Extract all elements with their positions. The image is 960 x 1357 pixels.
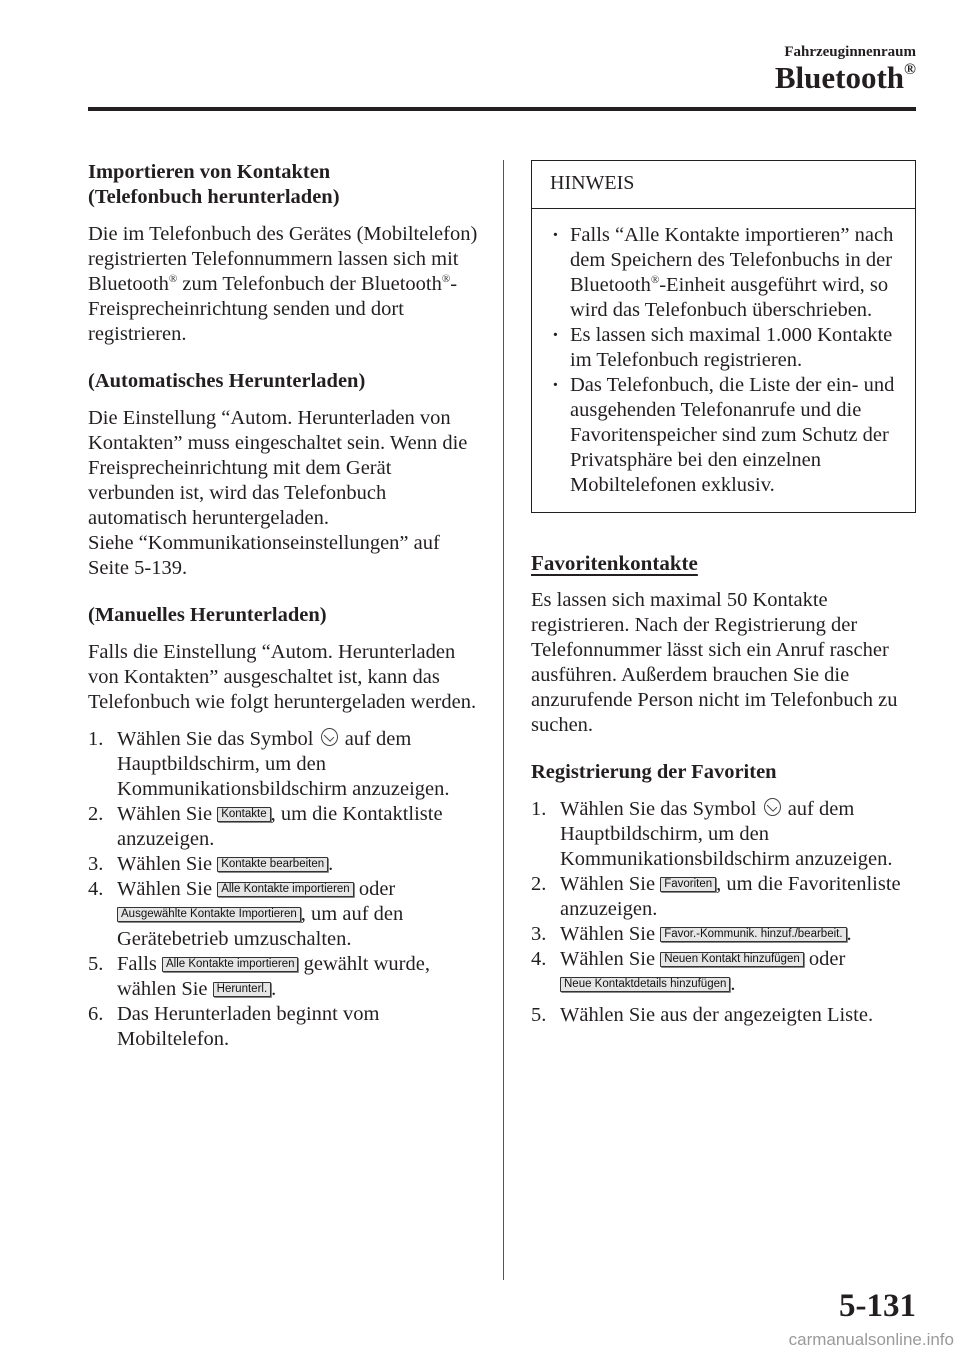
list-item: [88, 852, 478, 877]
note-text: -Einheit ausgeführt wird, so wird das Telefonbuch überschrieben.: [570, 274, 889, 321]
import-heading-line1: Importieren von Kontakten: [88, 161, 331, 183]
list-item: [88, 877, 478, 952]
step-text: , um auf den Gerätebetrieb umzuschalten.: [117, 903, 404, 950]
note-body: [532, 209, 915, 512]
left-column: [88, 160, 478, 1052]
note-text: Falls “Alle Kontakte importieren” nach dem Speichern des Telefonbuchs in der Bluetooth: [570, 224, 894, 296]
page-number: 5-131: [839, 1288, 916, 1324]
intro-part-a: Die im Telefonbuch des Gerätes (Mobiltelefon) registrierten Telefonnummern lassen sich mit Bluetooth: [88, 223, 478, 295]
step-text: Wählen Sie das Symbol: [560, 798, 762, 820]
note-box: [531, 160, 916, 513]
alle-kontakte-importieren-button-label: Alle Kontakte importieren: [162, 957, 298, 972]
phone-icon: [321, 728, 338, 746]
registered-mark: ®: [650, 274, 660, 286]
header-title-text: Bluetooth: [774, 60, 905, 95]
step-number: 3.: [88, 853, 104, 875]
list-item: · Es lassen sich maximal 1.000 Kontakte im Telefonbuch registrieren.: [548, 323, 897, 373]
step-number: 5.: [531, 1004, 547, 1026]
alle-kontakte-importieren-button-label: Alle Kontakte importieren: [217, 882, 353, 897]
registered-mark: ®: [168, 273, 178, 285]
phone-icon: [764, 798, 781, 816]
step-text: Wählen Sie: [117, 803, 218, 825]
step-text: .: [846, 923, 852, 945]
auto-text: Die Einstellung “Autom. Herunterladen von Kontakten” muss eingeschaltet sein. Wenn die Freisprecheinrichtung mit dem Gerät verbunden ist, wird das Telefonbuch automatisch heruntergeladen.: [88, 407, 468, 529]
step-text: Wählen Sie: [560, 873, 661, 895]
step-text: .: [328, 853, 334, 875]
watermark: carmanualsonline.info: [788, 1330, 954, 1349]
favorites-text: Es lassen sich maximal 50 Kontakte registrieren. Nach der Registrierung der Telefonnummer lässt sich ein Anruf rascher ausführen. Außerdem brauchen Sie die anzurufende Person nicht im Telefonbuch zu suchen.: [531, 589, 898, 736]
herunterladen-button-label: Herunterl.: [213, 982, 272, 997]
step-text: , um die Kontaktliste anzuzeigen.: [117, 803, 443, 850]
list-item: [88, 952, 478, 1002]
neuen-kontakt-button-label: Neuen Kontakt hinzufügen: [660, 952, 804, 967]
right-column: [531, 160, 916, 1028]
list-item: [88, 802, 478, 852]
ausgewaehlte-kontakte-button-label: Ausgewählte Kontakte Importieren: [117, 907, 301, 922]
step-number: 5.: [88, 953, 104, 975]
step-text: , um die Favoritenliste anzuzeigen.: [560, 873, 901, 920]
import-heading-line2: (Telefonbuch herunterladen): [88, 186, 340, 208]
favorites-heading: Favoritenkontakte: [531, 551, 698, 575]
step-number: 4.: [531, 948, 547, 970]
list-item: [531, 797, 916, 872]
manual-steps: [88, 727, 478, 1052]
registered-mark: ®: [441, 273, 451, 285]
note-title: HINWEIS: [532, 161, 915, 209]
list-item: [531, 1003, 916, 1028]
favorites-steps: [531, 797, 916, 1028]
auto-reference: Siehe “Kommunikationseinstellungen” auf Seite 5-139.: [88, 532, 440, 579]
step-number: 1.: [531, 798, 547, 820]
manual-heading: (Manuelles Herunterladen): [88, 604, 327, 626]
list-item: [548, 223, 897, 323]
header-rule: [88, 107, 916, 111]
step-text: auf dem Hauptbildschirm, um den Kommunikationsbildschirm anzuzeigen.: [117, 728, 450, 800]
list-item: [88, 1002, 478, 1052]
header-section-label: Fahrzeuginnenraum: [784, 44, 916, 60]
step-text: .: [730, 973, 736, 995]
neue-kontaktdetails-button-label: Neue Kontaktdetails hinzufügen: [560, 977, 730, 992]
step-number: 1.: [88, 728, 104, 750]
step-text: oder: [353, 878, 396, 900]
intro-part-c: -Freisprecheinrichtung senden und dort registrieren.: [88, 273, 458, 345]
step-text: Wählen Sie das Symbol: [117, 728, 319, 750]
step-text: gewählt wurde, wählen Sie: [117, 953, 430, 1000]
list-item: [88, 727, 478, 802]
favoriten-bearbeiten-button-label: Favor.-Kommunik. hinzuf./bearbeit.: [660, 927, 846, 942]
step-text: oder: [803, 948, 846, 970]
import-intro: [88, 222, 478, 347]
header-title: [775, 60, 916, 96]
step-text: Das Herunterladen beginnt vom Mobiltelefon.: [117, 1003, 380, 1050]
step-number: 3.: [531, 923, 547, 945]
step-text: Wählen Sie aus der angezeigten Liste.: [560, 1004, 874, 1026]
favoriten-button-label: Favoriten: [660, 877, 716, 892]
list-item: [531, 872, 916, 922]
list-item: [531, 922, 916, 947]
step-text: .: [271, 978, 277, 1000]
step-text: Falls: [117, 953, 162, 975]
step-text: Wählen Sie: [560, 948, 661, 970]
list-item: [531, 947, 916, 997]
step-text: Wählen Sie: [117, 878, 218, 900]
step-text: auf dem Hauptbildschirm, um den Kommunikationsbildschirm anzuzeigen.: [560, 798, 893, 870]
kontakte-bearbeiten-button-label: Kontakte bearbeiten: [217, 857, 328, 872]
kontakte-button-label: Kontakte: [217, 807, 270, 822]
step-number: 4.: [88, 878, 104, 900]
step-text: Wählen Sie: [560, 923, 661, 945]
manual-text: Falls die Einstellung “Autom. Herunterladen von Kontakten” ausgeschaltet ist, kann das Telefonbuch wie folgt heruntergeladen werden.: [88, 641, 477, 713]
intro-part-b: zum Telefonbuch der Bluetooth: [177, 273, 442, 295]
step-number: 2.: [531, 873, 547, 895]
column-divider: [503, 160, 504, 1280]
note-list: [548, 223, 897, 498]
step-number: 2.: [88, 803, 104, 825]
step-text: Wählen Sie: [117, 853, 218, 875]
registered-mark: ®: [904, 61, 916, 78]
auto-heading: (Automatisches Herunterladen): [88, 370, 366, 392]
step-number: 6.: [88, 1003, 104, 1025]
registration-heading: Registrierung der Favoriten: [531, 761, 777, 783]
list-item: · Das Telefonbuch, die Liste der ein- und ausgehenden Telefonanrufe und die Favoritenspeicher sind zum Schutz der Privatsphäre bei den einzelnen Mobiltelefonen exklusiv.: [548, 373, 897, 498]
